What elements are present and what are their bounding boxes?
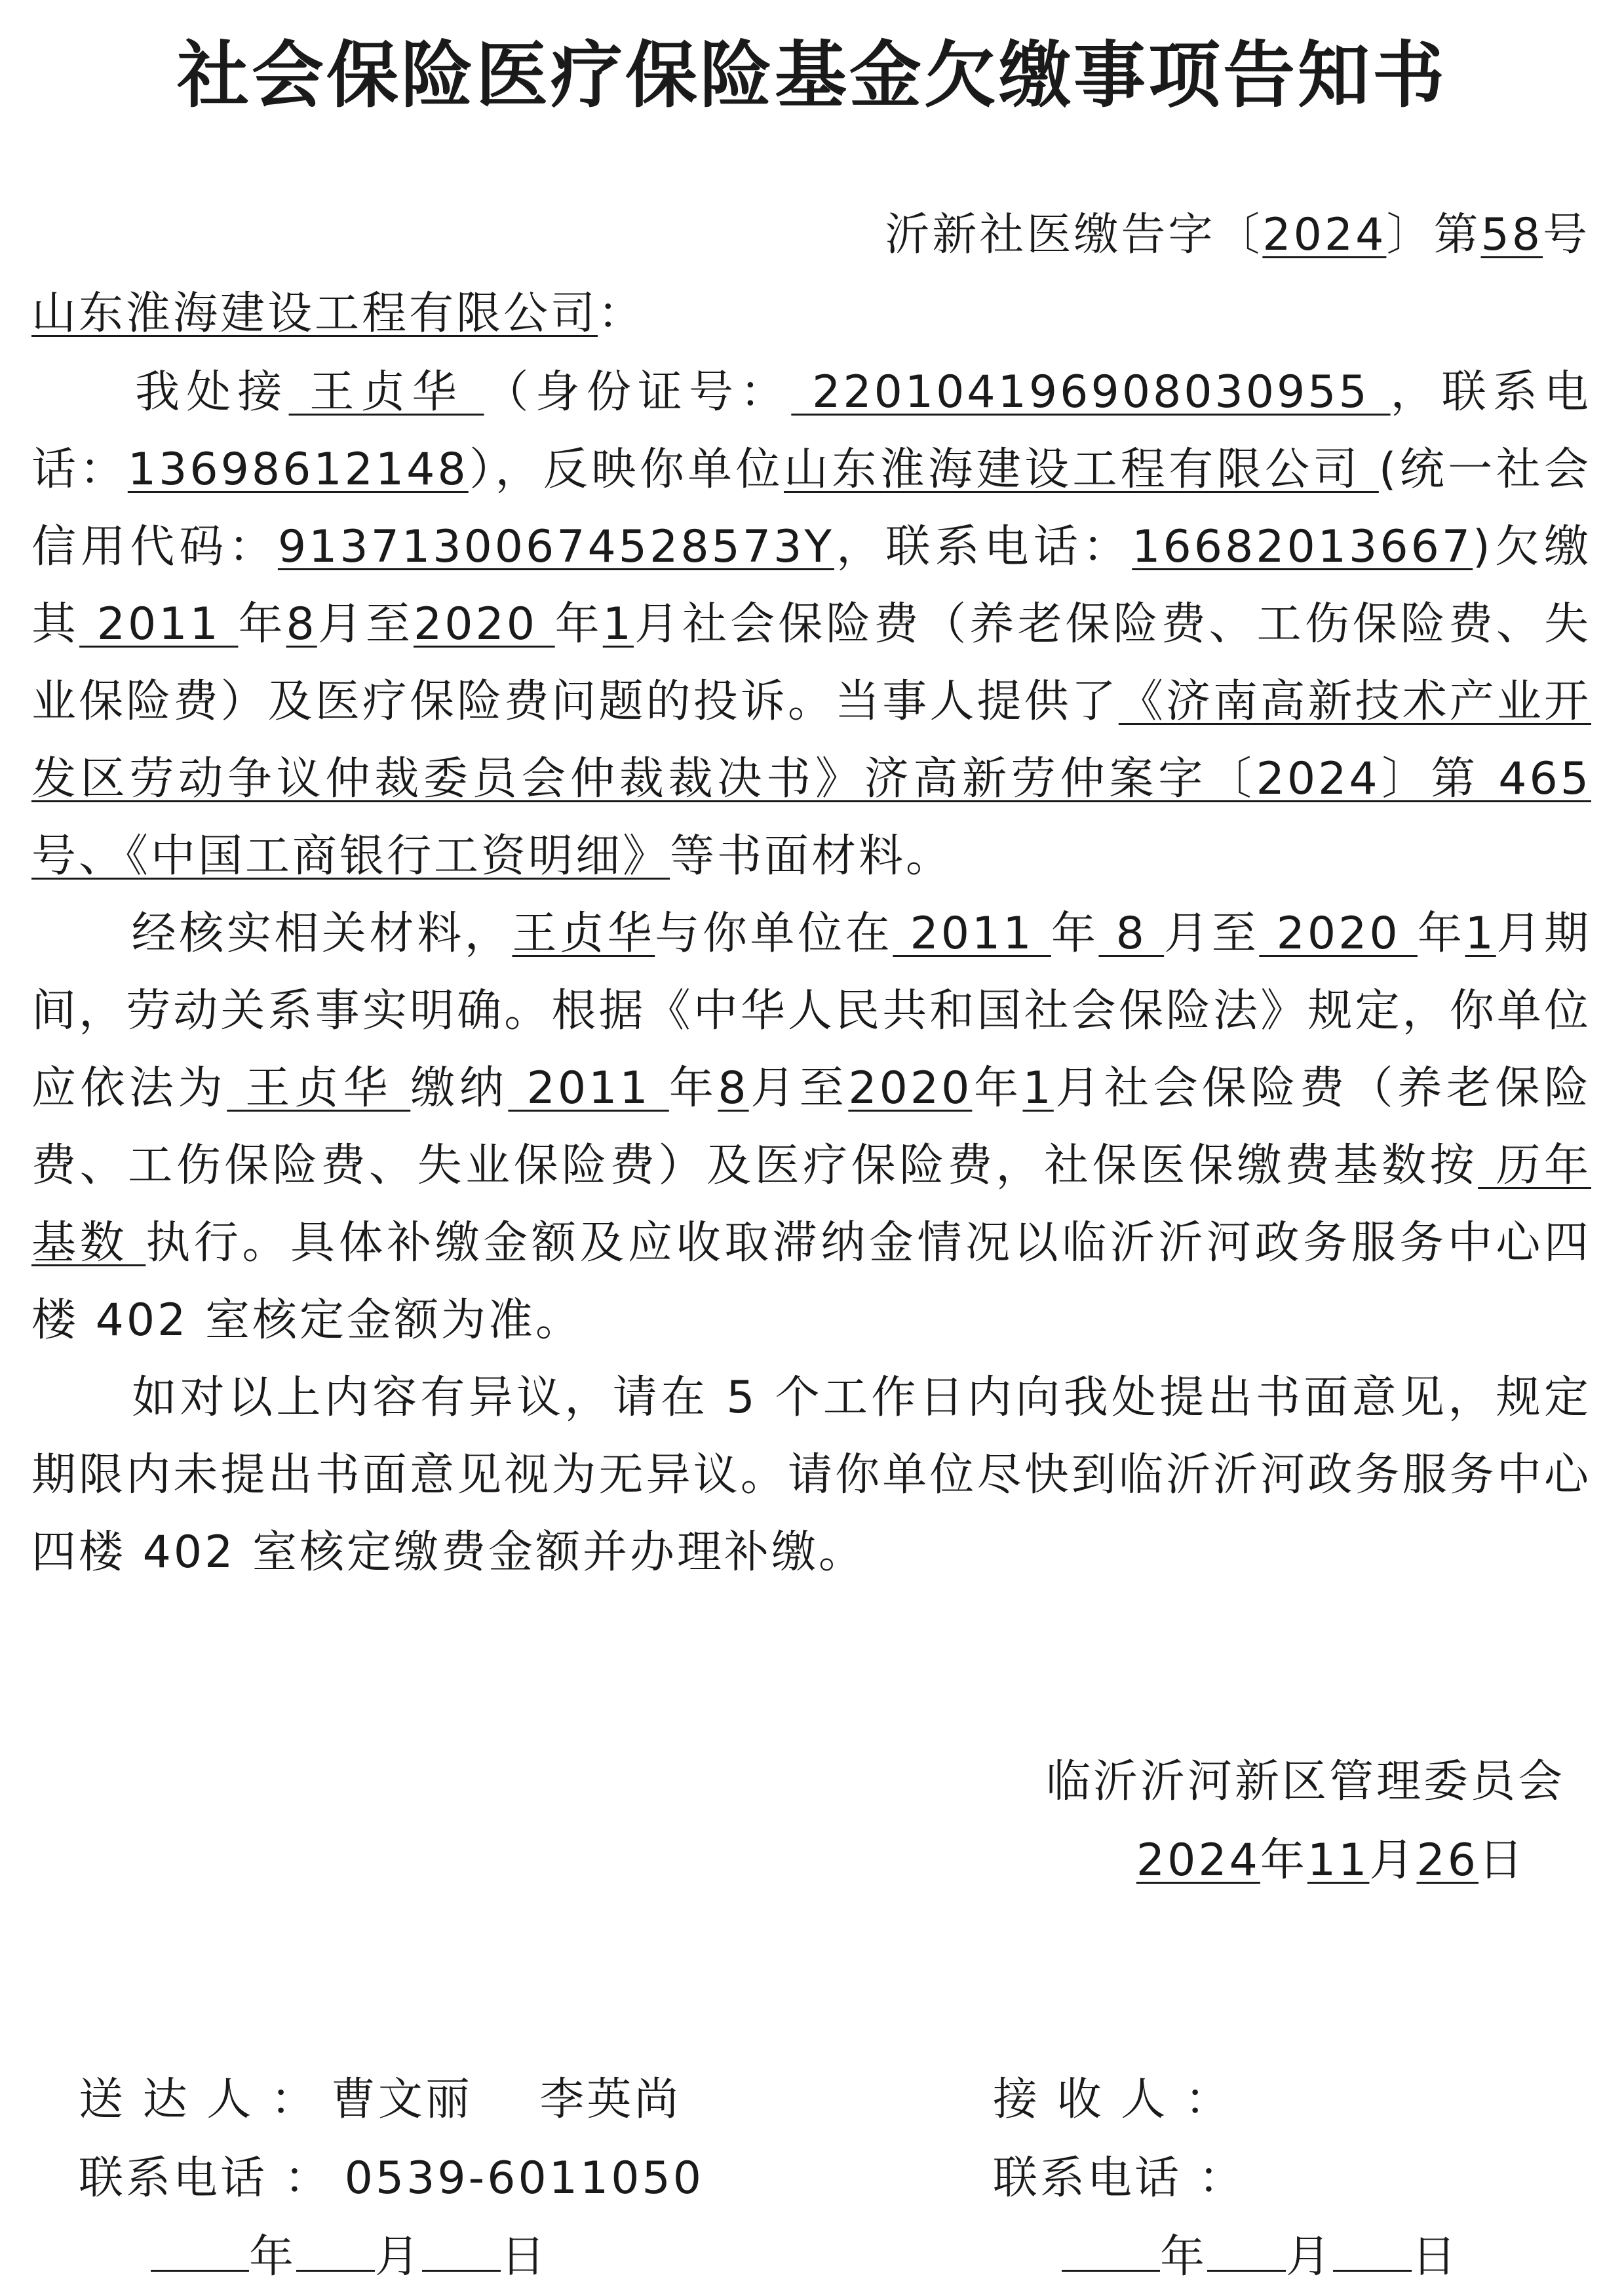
contribution-base: 历年基数	[31, 1140, 1591, 1269]
p2-text: 经核实相关材料，	[131, 908, 512, 960]
company-phone: 16682013667	[1132, 521, 1473, 573]
paragraph-objection	[31, 1359, 1591, 1591]
issue-date	[1136, 1822, 1526, 1899]
end-month: 1	[602, 598, 634, 650]
paragraph-complaint	[31, 354, 1591, 895]
doc-number-prefix: 沂新社医缴告字〔	[885, 209, 1263, 261]
month-label: 月	[375, 2231, 423, 2283]
receiver-row	[993, 2061, 1232, 2139]
end-year: 2020	[1259, 908, 1418, 960]
month-label: 月	[1286, 2231, 1334, 2283]
sender-sign-date	[151, 2219, 548, 2296]
p1-text: ，联系电话：	[834, 521, 1132, 573]
sender-label: 送 达 人 ：	[79, 2074, 318, 2126]
end-year: 2020	[413, 598, 555, 650]
issuing-authority: 临沂沂河新区管理委员会	[1045, 1756, 1565, 1808]
issue-year: 2024	[1136, 1835, 1260, 1886]
document-title: 社会保险医疗保险基金欠缴事项告知书	[177, 33, 1447, 117]
sender-row	[79, 2061, 681, 2139]
start-year: 2011	[79, 598, 239, 650]
document-number	[885, 197, 1590, 274]
start-year: 2011	[508, 1062, 669, 1114]
year-label: 年	[1260, 1835, 1307, 1886]
end-month: 1	[1022, 1062, 1054, 1114]
p1-text: ），反映你单位	[468, 444, 784, 496]
month-blank	[1207, 2230, 1286, 2272]
start-month: 8	[1098, 908, 1165, 960]
day-label: 日	[1478, 1835, 1526, 1886]
p2-text: 年	[1417, 908, 1465, 960]
doc-number-year: 2024	[1262, 209, 1387, 261]
day-label: 日	[501, 2231, 549, 2283]
issue-month: 11	[1307, 1835, 1370, 1886]
p2-text: 年	[668, 1062, 718, 1114]
day-blank	[422, 2230, 501, 2272]
p1-text: 月社会保险费（养老保险费、工伤保险费、失业保险费）及医疗保险费问题的投诉。当事人提供了	[31, 598, 1591, 728]
start-month: 8	[286, 598, 317, 650]
year-blank	[1062, 2230, 1160, 2272]
company-name: 山东淮海建设工程有限公司	[783, 444, 1379, 496]
complainant-phone: 13698612148	[127, 444, 469, 496]
p2-text: 年	[972, 1062, 1023, 1114]
p1-text: （身份证号：	[484, 366, 792, 418]
p2-text: 年	[1051, 908, 1099, 960]
p2-text: 月至	[748, 1062, 849, 1114]
p2-text: 月社会保险费（养老保险费、工伤保险费、失业保险费）及医疗保险费，社保医保缴费基数按	[31, 1062, 1591, 1192]
sender-phone-row	[79, 2140, 704, 2217]
p2-text: 与你单位在	[655, 908, 893, 960]
addressee-company: 山东淮海建设工程有限公司	[31, 288, 598, 340]
doc-number-num: 58	[1480, 209, 1543, 261]
p2-text: 执行。具体补缴金额及应收取滞纳金情况以临沂沂河政务服务中心四楼 402 室核定金额为准。	[31, 1217, 1591, 1346]
p1-text: 月至	[317, 598, 414, 650]
receiver-phone-label: 联系电话 ：	[993, 2152, 1246, 2204]
day-label: 日	[1412, 2231, 1460, 2283]
sender-phone: 0539-6011050	[344, 2152, 705, 2204]
addressee-colon: ：	[598, 288, 646, 340]
employee-name: 王贞华	[227, 1062, 411, 1114]
p1-text: 等书面材料。	[670, 830, 954, 882]
complainant-name: 王贞华	[288, 366, 484, 418]
addressee	[31, 275, 645, 353]
start-month: 8	[718, 1062, 749, 1114]
sender-phone-label: 联系电话 ：	[79, 2152, 332, 2204]
year-blank	[151, 2230, 249, 2272]
paragraph-verification	[31, 895, 1591, 1359]
credit-code: 91371300674528573Y	[277, 521, 834, 573]
p1-text: 年	[238, 598, 286, 650]
end-year: 2020	[848, 1062, 973, 1114]
p3-text: 如对以上内容有异议，请在 5 个工作日内向我处提出书面意见，规定期限内未提出书面意见视为无异议。请你单位尽快到临沂沂河政务服务中心四楼 402 室核定缴费金额并办理补缴。	[31, 1372, 1591, 1578]
id-number: 220104196908030955	[791, 366, 1391, 418]
start-year: 2011	[893, 908, 1051, 960]
receiver-label: 接 收 人 ：	[993, 2074, 1232, 2126]
receiver-sign-date	[1062, 2219, 1459, 2296]
p1-text: )欠缴其	[31, 521, 1591, 650]
p2-text: 月期间，劳动关系事实明确。根据《中华人民共和国社会保险法》规定，你单位应依法为	[31, 908, 1591, 1114]
year-label: 年	[249, 2231, 297, 2283]
p1-text: (统一社会信用代码：	[31, 444, 1591, 573]
employee-name: 王贞华	[512, 908, 655, 960]
year-label: 年	[1160, 2231, 1208, 2283]
p1-text: 年	[554, 598, 603, 650]
doc-number-suffix: 号	[1542, 209, 1590, 261]
doc-number-mid: 〕第	[1386, 209, 1481, 261]
submitted-materials: 《济南高新技术产业开发区劳动争议仲裁委员会仲裁裁决书》济高新劳仲案字〔2024〕第 465 号、《中国工商银行工资明细》	[31, 676, 1591, 882]
p1-text: 我处接	[131, 366, 289, 418]
issue-day: 26	[1416, 1835, 1479, 1886]
month-label: 月	[1369, 1835, 1417, 1886]
month-blank	[296, 2230, 375, 2272]
p1-text: ，联系电话：	[31, 366, 1591, 496]
receiver-phone-row	[993, 2140, 1246, 2217]
sender-names: 曹文丽 李英尚	[330, 2074, 682, 2126]
end-month: 1	[1465, 908, 1496, 960]
day-blank	[1333, 2230, 1412, 2272]
p2-text: 缴纳	[410, 1062, 509, 1114]
p2-text: 月至	[1164, 908, 1260, 960]
